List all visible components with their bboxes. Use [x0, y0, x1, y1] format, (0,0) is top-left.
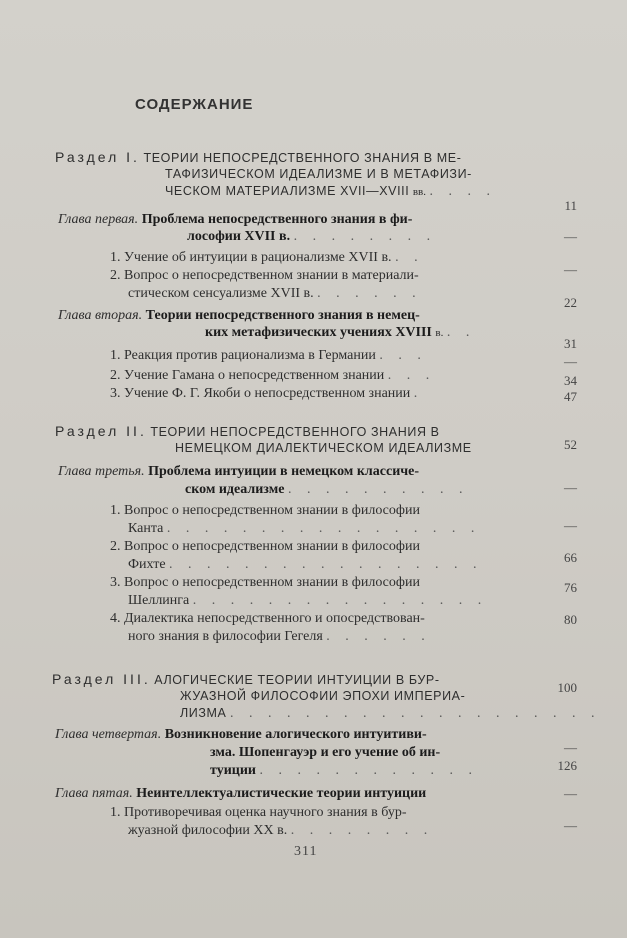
section-title: ЧЕСКОМ МАТЕРИАЛИЗМЕ XVII—XVIII	[165, 184, 410, 198]
chapter-1-item-1	[110, 250, 424, 266]
page-number: 31	[564, 336, 577, 351]
page-number: 34	[564, 373, 577, 388]
chapter-suffix: в.	[435, 327, 444, 339]
page-number: —	[564, 786, 577, 801]
chapter-title: Проблема непосредственного знания в фи-	[141, 212, 413, 227]
page-number: 52	[564, 437, 577, 452]
chapter-title: ких метафизических учениях XVIII	[205, 325, 432, 340]
chapter-2-item-1	[110, 348, 427, 364]
leader-dots: . . . .	[429, 184, 496, 199]
section-suffix: вв.	[412, 186, 426, 198]
chapter-5-line-1	[55, 786, 426, 802]
section-3-line-1	[52, 671, 440, 689]
chapter-3-item-3-line-2	[128, 593, 487, 609]
leader-dots: . .	[446, 325, 476, 340]
page-number: 11	[564, 198, 577, 213]
chapter-title: Теории непосредственного знания в немец-	[145, 308, 420, 323]
section-title: ЛИЗМА	[180, 706, 227, 720]
page-number: —	[564, 740, 577, 755]
chapter-1-line-2	[187, 229, 436, 245]
page-number: 80	[564, 612, 577, 627]
section-title: ТЕОРИИ НЕПОСРЕДСТВЕННОГО ЗНАНИЯ В	[150, 425, 440, 439]
item-text: Канта	[128, 521, 164, 536]
chapter-title: зма. Шопенгауэр и его учение об ин-	[210, 745, 441, 760]
page-number: 22	[564, 295, 577, 310]
chapter-2-item-2	[110, 368, 435, 384]
chapter-label: Глава вторая.	[58, 308, 143, 323]
chapter-5-item-1-line-1: 1. Противоречивая оценка научного знания в бур-	[110, 805, 407, 820]
leader-dots: . . . . . . . .	[293, 229, 437, 244]
item-text: жуазной философии XX в.	[128, 823, 288, 838]
page-number: 66	[564, 550, 577, 565]
item-text: 2. Учение Гамана о непосредственном знании	[110, 368, 385, 383]
footer-page-number: 311	[294, 844, 318, 859]
item-text: Шеллинга	[128, 593, 190, 608]
leader-dots: . . . . . . . . . . . . . . . . .	[166, 521, 481, 536]
page-number: —	[564, 480, 577, 495]
leader-dots: . . . . . . . . . . . . . . . . .	[169, 557, 483, 572]
chapter-3-line-1	[58, 464, 419, 480]
section-label: Раздел II.	[55, 423, 147, 439]
page-number: —	[564, 229, 577, 244]
section-2-line-2: НЕМЕЦКОМ ДИАЛЕКТИЧЕСКОМ ИДЕАЛИЗМЕ	[175, 441, 472, 455]
leader-dots: . . . . . .	[317, 286, 422, 301]
leader-dots: . . . . . . . . . . . .	[259, 763, 478, 778]
chapter-3-line-2	[185, 482, 468, 498]
leader-dots: . . . . . . . . . .	[287, 482, 469, 497]
chapter-3-item-2-line-1: 2. Вопрос о непосредственном знании в философии	[110, 539, 420, 554]
page-number: —	[564, 518, 577, 533]
chapter-title: лософии XVII в.	[187, 229, 291, 244]
chapter-title: туиции	[210, 763, 256, 778]
chapter-title: Неинтеллектуалистические теории интуиции	[136, 786, 427, 801]
item-text: 1. Реакция против рационализма в Германии	[110, 348, 376, 363]
page-number: —	[564, 262, 577, 277]
chapter-4-line-2	[210, 745, 440, 761]
chapter-1-line-1	[58, 212, 412, 228]
chapter-3-item-1-line-2	[128, 521, 480, 537]
section-label: Раздел I.	[55, 149, 140, 165]
chapter-4-line-3	[210, 763, 478, 779]
page-number: —	[564, 818, 577, 833]
chapter-1-item-2-line-2	[128, 286, 422, 302]
chapter-title: Возникновение алогического интуитиви-	[164, 727, 427, 742]
section-1-line-3	[165, 183, 496, 200]
page-number: 126	[557, 758, 577, 773]
chapter-label: Глава пятая.	[55, 786, 133, 801]
item-text: 3. Учение Ф. Г. Якоби о непосредственном знании	[110, 386, 411, 401]
chapter-3-item-4-line-2	[128, 629, 431, 645]
leader-dots: . . .	[387, 368, 436, 383]
leader-dots: . . .	[379, 348, 427, 363]
section-1-line-2: ТАФИЗИЧЕСКОМ ИДЕАЛИЗМЕ И В МЕТАФИЗИ-	[165, 167, 472, 181]
section-title: АЛОГИЧЕСКИЕ ТЕОРИИ ИНТУИЦИИ В БУР-	[154, 673, 440, 687]
chapter-2-line-2	[205, 325, 475, 341]
item-text: 1. Учение об интуиции в рационализме XVII в.	[110, 250, 392, 265]
chapter-3-item-2-line-2	[128, 557, 483, 573]
section-1-line-1	[55, 149, 461, 167]
chapter-title: ском идеализме	[185, 482, 285, 497]
item-text: ного знания в философии Гегеля	[128, 629, 323, 644]
chapter-title: Проблема интуиции в немецком классиче-	[148, 464, 420, 479]
page-number: 76	[564, 580, 577, 595]
leader-dots: . . . . . .	[326, 629, 431, 644]
chapter-3-item-4-line-1: 4. Диалектика непосредственного и опосредствован-	[110, 611, 425, 626]
chapter-label: Глава первая.	[58, 212, 139, 227]
page-title: СОДЕРЖАНИЕ	[135, 96, 254, 113]
page-number: 47	[564, 389, 577, 404]
chapter-label: Глава третья.	[58, 464, 145, 479]
chapter-5-item-1-line-2	[128, 823, 433, 839]
chapter-1-item-2-line-1: 2. Вопрос о непосредственном знании в материали-	[110, 268, 419, 283]
section-3-line-2: ЖУАЗНОЙ ФИЛОСОФИИ ЭПОХИ ИМПЕРИА-	[180, 689, 466, 703]
chapter-2-item-3	[110, 386, 423, 402]
chapter-4-line-1	[55, 727, 427, 743]
leader-dots: . .	[395, 250, 424, 265]
chapter-label: Глава четвертая.	[55, 727, 162, 742]
leader-dots: .	[413, 386, 424, 401]
section-label: Раздел III.	[52, 671, 151, 687]
chapter-2-line-1	[58, 308, 420, 324]
leader-dots: . . . . . . . .	[290, 823, 434, 838]
leader-dots: . . . . . . . . . . . . . . . .	[192, 593, 488, 608]
page-number: 100	[557, 680, 577, 695]
section-title: ТЕОРИИ НЕПОСРЕДСТВЕННОГО ЗНАНИЯ В МЕ-	[143, 151, 462, 165]
section-3-line-3	[180, 705, 601, 722]
chapter-3-item-3-line-1: 3. Вопрос о непосредственном знании в философии	[110, 575, 420, 590]
item-text: стическом сенсуализме XVII в.	[128, 286, 314, 301]
page-number: —	[564, 354, 577, 369]
section-2-line-1	[55, 423, 440, 441]
item-text: Фихте	[128, 557, 166, 572]
leader-dots: . . . . . . . . . . . . . . . . . . . .	[230, 706, 601, 721]
chapter-3-item-1-line-1: 1. Вопрос о непосредственном знании в философии	[110, 503, 420, 518]
